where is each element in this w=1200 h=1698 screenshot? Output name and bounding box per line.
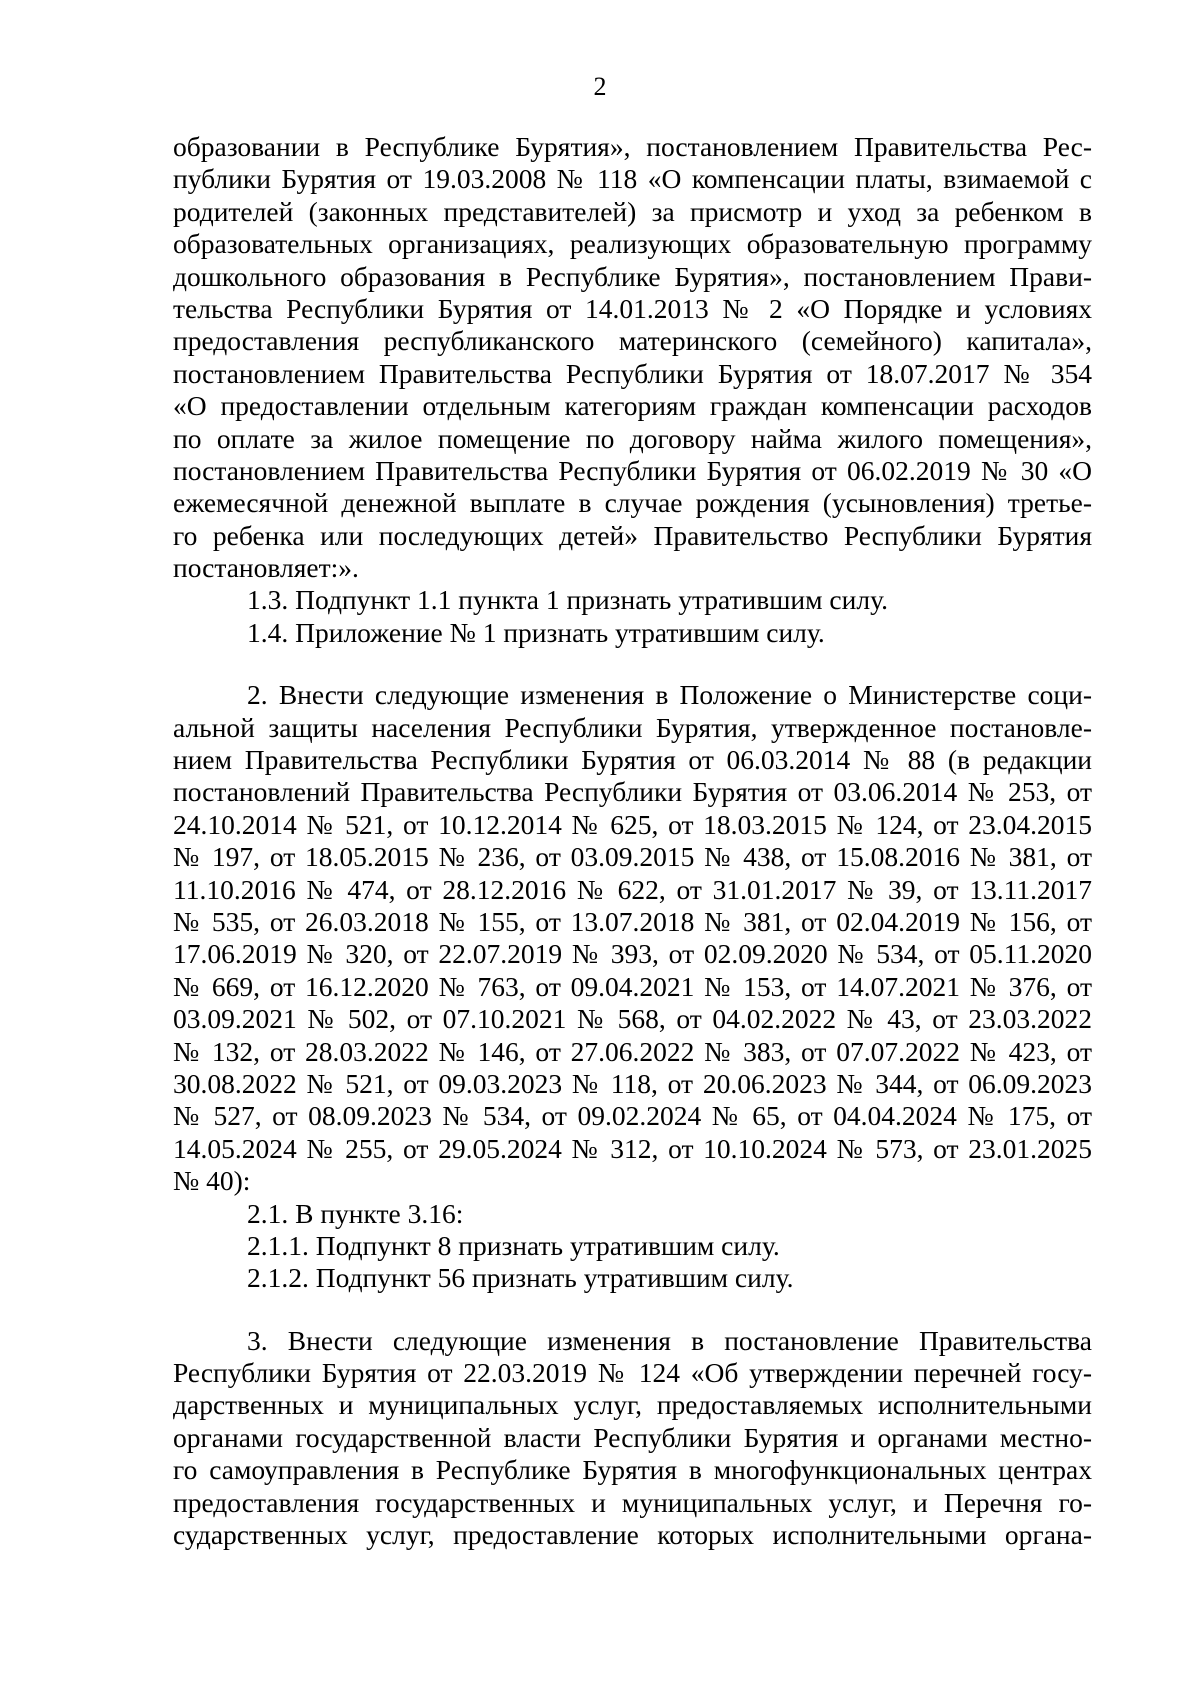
text-line: альной защиты населения Республики Бурятия, утвержденное постановле- (173, 711, 1092, 743)
text-line: образовательных организациях, реализующих образовательную программу (173, 228, 1092, 260)
text-line: 14.05.2024 № 255, от 29.05.2024 № 312, от 10.10.2024 № 573, от 23.01.2025 (173, 1132, 1092, 1164)
text-line: Республики Бурятия от 22.03.2019 № 124 «Об утверждении перечней госу- (173, 1357, 1092, 1389)
text-line: ежемесячной денежной выплате в случае рождения (усыновления) третье- (173, 487, 1092, 519)
text-line: сударственных услуг, предоставление которых исполнительными органа- (173, 1519, 1092, 1551)
subpoint-1-3: 1.3. Подпункт 1.1 пункта 1 признать утратившим силу. (247, 584, 888, 616)
paragraph-block-1 (173, 131, 1092, 1551)
text-line: постановлением Правительства Республики Бурятия от 18.07.2017 № 354 (173, 357, 1092, 389)
text-line: № 40): (173, 1165, 251, 1197)
text-line: образовании в Республике Бурятия», постановлением Правительства Рес- (173, 131, 1092, 162)
text-line: го ребенка или последующих детей» Правительство Республики Бурятия (173, 519, 1092, 551)
text-line: 24.10.2014 № 521, от 10.12.2014 № 625, от 18.03.2015 № 124, от 23.04.2015 (173, 808, 1092, 840)
text-line: «О предоставлении отдельным категориям граждан компенсации расходов (173, 390, 1092, 422)
text-line: № 535, от 26.03.2018 № 155, от 13.07.2018 № 381, от 02.04.2019 № 156, от (173, 905, 1092, 937)
text-line: № 132, от 28.03.2022 № 146, от 27.06.2022 № 383, от 07.07.2022 № 423, от (173, 1035, 1092, 1067)
point-3-first-line: 3. Внести следующие изменения в постановление Правительства (247, 1324, 1092, 1356)
text-line: тельства Республики Бурятия от 14.01.2013 № 2 «О Порядке и условиях (173, 292, 1092, 324)
text-line: родителей (законных представителей) за присмотр и уход за ребенком в (173, 195, 1092, 227)
text-line: 30.08.2022 № 521, от 09.03.2023 № 118, от 20.06.2023 № 344, от 06.09.2023 (173, 1067, 1092, 1099)
text-line: № 527, от 08.09.2023 № 534, от 09.02.2024 № 65, от 04.04.2024 № 175, от (173, 1100, 1092, 1132)
text-line: № 669, от 16.12.2020 № 763, от 09.04.2021 № 153, от 14.07.2021 № 376, от (173, 970, 1092, 1002)
text-line: публики Бурятия от 19.03.2008 № 118 «О компенсации платы, взимаемой с (173, 163, 1092, 195)
point-2-first-line: 2. Внести следующие изменения в Положение о Министерстве соци- (247, 679, 1092, 711)
text-line: нием Правительства Республики Бурятия от 06.03.2014 № 88 (в редакции (173, 744, 1092, 776)
page-number: 2 (593, 72, 607, 101)
text-line: дошкольного образования в Республике Бурятия», постановлением Прави- (173, 260, 1092, 292)
text-line: го самоуправления в Республике Бурятия в многофункциональных центрах (173, 1454, 1092, 1486)
text-line: постановляет:». (173, 552, 359, 584)
text-line: предоставления республиканского материнского (семейного) капитала», (173, 325, 1092, 357)
paragraph-gap (173, 1295, 1092, 1325)
text-line: 11.10.2016 № 474, от 28.12.2016 № 622, от 31.01.2017 № 39, от 13.11.2017 (173, 873, 1092, 905)
subpoint-2-1-1: 2.1.1. Подпункт 8 признать утратившим силу. (247, 1229, 780, 1261)
text-line: по оплате за жилое помещение по договору найма жилого помещения», (173, 422, 1092, 454)
text-line: постановлением Правительства Республики Бурятия от 06.02.2019 № 30 «О (173, 454, 1092, 486)
paragraph-gap (173, 649, 1092, 679)
text-line: № 197, от 18.05.2015 № 236, от 03.09.2015 № 438, от 15.08.2016 № 381, от (173, 841, 1092, 873)
text-line: 03.09.2021 № 502, от 07.10.2021 № 568, от 04.02.2022 № 43, от 23.03.2022 (173, 1003, 1092, 1035)
text-line: 17.06.2019 № 320, от 22.07.2019 № 393, от 02.09.2020 № 534, от 05.11.2020 (173, 938, 1092, 970)
subpoint-1-4: 1.4. Приложение № 1 признать утратившим силу. (247, 616, 825, 648)
text-line: предоставления государственных и муниципальных услуг, и Перечня го- (173, 1486, 1092, 1518)
subpoint-2-1: 2.1. В пункте 3.16: (247, 1197, 464, 1229)
subpoint-2-1-2: 2.1.2. Подпункт 56 признать утратившим силу. (247, 1262, 794, 1294)
text-line: дарственных и муниципальных услуг, предоставляемых исполнительными (173, 1389, 1092, 1421)
text-line: органами государственной власти Республики Бурятия и органами местно- (173, 1421, 1092, 1453)
text-line: постановлений Правительства Республики Бурятия от 03.06.2014 № 253, от (173, 776, 1092, 808)
